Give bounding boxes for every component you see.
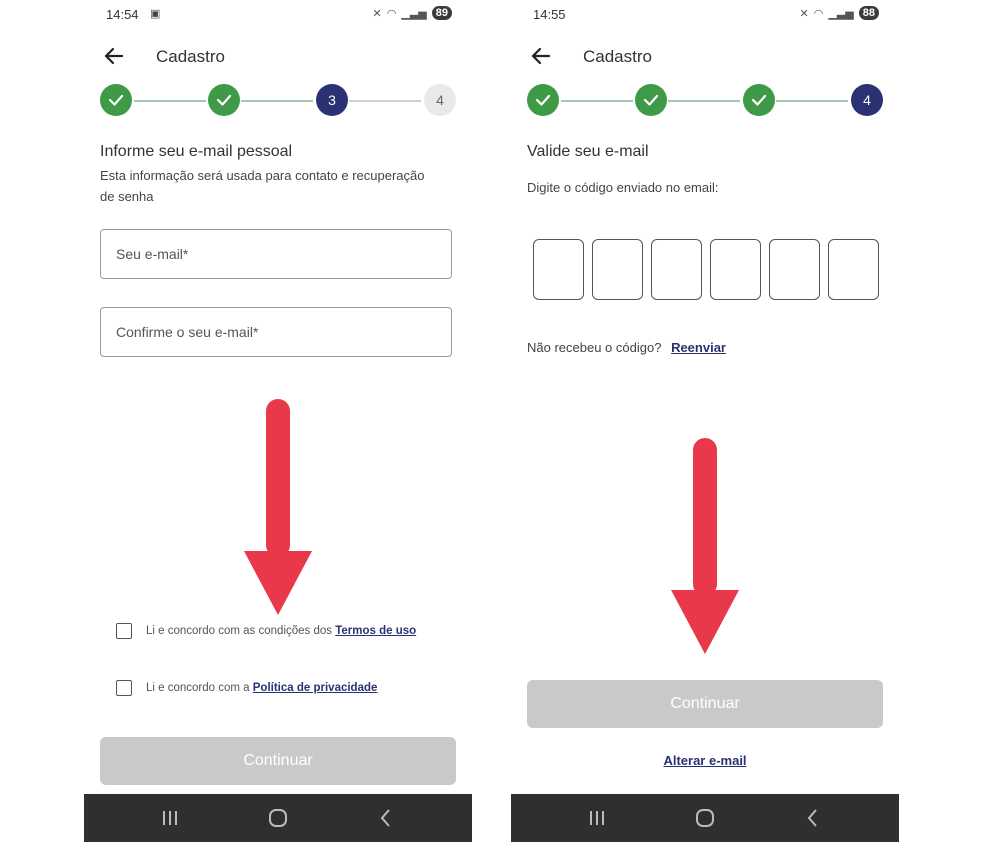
change-email-link[interactable]: Alterar e-mail — [663, 753, 747, 768]
battery-level: 89 — [432, 6, 452, 20]
step-1-complete — [527, 84, 559, 116]
step-4-pending: 4 — [424, 84, 456, 116]
section-subtitle: Esta informação será usada para contato e recuperação de senha — [100, 168, 425, 204]
code-digit-input[interactable] — [592, 239, 643, 300]
check-icon — [215, 91, 233, 109]
battery-level: 88 — [859, 6, 879, 20]
step-3-current: 3 — [316, 84, 348, 116]
wifi-icon: ◠ — [813, 7, 824, 20]
signal-icon: ▁▃▅ — [828, 7, 854, 20]
screenshot-icon: ▣ — [150, 8, 161, 20]
status-icons — [373, 6, 452, 20]
section-title: Informe seu e-mail pessoal — [100, 143, 293, 160]
step-3-complete — [743, 84, 775, 116]
android-nav-bar — [84, 794, 472, 842]
status-time: 14:55 — [533, 7, 566, 22]
mute-icon: ✕ — [799, 7, 809, 20]
red-arrow-annotation — [669, 434, 741, 656]
code-digit-input[interactable] — [710, 239, 761, 300]
status-bar — [106, 6, 452, 24]
recent-apps-icon[interactable] — [585, 806, 609, 830]
code-digit-input[interactable] — [533, 239, 584, 300]
nav-back-icon[interactable] — [801, 806, 825, 830]
confirm-email-field[interactable]: Confirme o seu e-mail* — [100, 307, 452, 357]
step-4-current: 4 — [851, 84, 883, 116]
android-nav-bar — [511, 794, 899, 842]
code-digit-input[interactable] — [651, 239, 702, 300]
back-arrow-icon[interactable] — [527, 42, 555, 70]
step-1-complete — [100, 84, 132, 116]
back-arrow-icon[interactable] — [100, 42, 128, 70]
code-instruction: Digite o código enviado no email: — [527, 180, 719, 195]
resend-link[interactable]: Reenviar — [671, 340, 726, 355]
code-digit-input[interactable] — [769, 239, 820, 300]
terms-label: Li e concordo com as condições dos Termos de uso — [146, 625, 417, 637]
resend-row — [527, 340, 726, 355]
check-icon — [107, 91, 125, 109]
change-email-row — [511, 753, 899, 768]
check-icon — [642, 91, 660, 109]
screen-email-form — [84, 0, 472, 842]
nav-back-icon[interactable] — [374, 806, 398, 830]
continue-button[interactable]: Continuar — [100, 737, 456, 785]
code-inputs — [533, 239, 879, 300]
status-icons — [800, 6, 879, 20]
step-2-complete — [208, 84, 240, 116]
privacy-checkbox-row[interactable] — [116, 680, 377, 696]
page-title: Cadastro — [156, 47, 225, 66]
signal-icon: ▁▃▅ — [401, 7, 427, 20]
code-digit-input[interactable] — [828, 239, 879, 300]
screen-validate-email — [511, 0, 899, 842]
privacy-checkbox[interactable] — [116, 680, 132, 696]
terms-checkbox-row[interactable] — [116, 623, 416, 639]
privacy-label: Li e concordo com a Política de privacidade — [146, 682, 378, 694]
mute-icon: ✕ — [372, 7, 382, 20]
continue-button[interactable]: Continuar — [527, 680, 883, 728]
resend-prompt: Não recebeu o código? — [527, 340, 662, 355]
home-icon[interactable] — [693, 806, 717, 830]
step-2-complete — [635, 84, 667, 116]
status-bar — [533, 6, 879, 24]
section-title: Valide seu e-mail — [527, 143, 649, 160]
terms-checkbox[interactable] — [116, 623, 132, 639]
home-icon[interactable] — [266, 806, 290, 830]
page-title: Cadastro — [583, 47, 652, 66]
privacy-link[interactable]: Política de privacidade — [252, 682, 378, 694]
progress-stepper — [527, 84, 883, 118]
check-icon — [750, 91, 768, 109]
recent-apps-icon[interactable] — [158, 806, 182, 830]
email-field[interactable]: Seu e-mail* — [100, 229, 452, 279]
red-arrow-annotation — [242, 395, 314, 617]
wifi-icon: ◠ — [386, 7, 397, 20]
progress-stepper — [100, 84, 456, 118]
terms-link[interactable]: Termos de uso — [335, 625, 417, 637]
check-icon — [534, 91, 552, 109]
status-time: 14:54 — [106, 7, 139, 22]
